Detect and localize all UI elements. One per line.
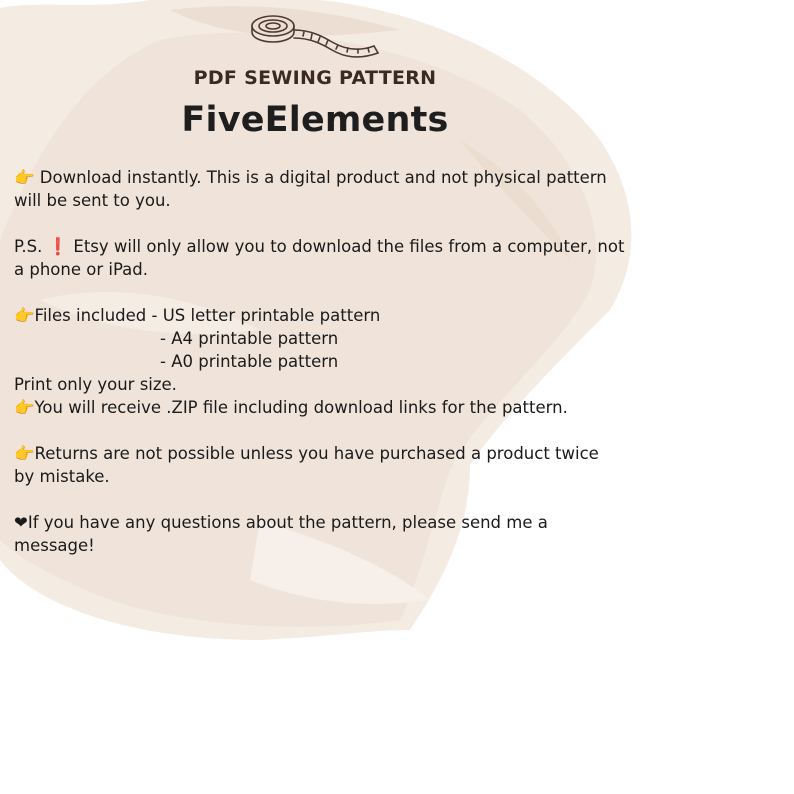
- returns-line: [14, 442, 629, 465]
- measuring-tape-icon: [248, 8, 384, 60]
- files-a4-line: - A4 printable pattern: [160, 329, 339, 348]
- returns-text: Returns are not possible unless you have purchased a product twice: [34, 444, 599, 463]
- pattern-title: FiveElements: [181, 100, 449, 140]
- pointing-hand-icon: 👉: [14, 306, 35, 325]
- questions-text: If you have any questions about the pattern, please send me a: [27, 513, 548, 532]
- questions-line-continued: message!: [14, 536, 95, 555]
- ps-text: Etsy will only allow you to download the files from a computer, not: [73, 237, 625, 256]
- product-description: [14, 166, 629, 557]
- zip-line: [14, 396, 629, 419]
- heart-icon: ❤: [14, 513, 28, 532]
- returns-line-continued: by mistake.: [14, 467, 110, 486]
- pointing-hand-icon: 👉: [14, 444, 35, 463]
- questions-line: [14, 511, 629, 534]
- exclamation-icon: ❗: [47, 237, 69, 256]
- download-line-continued: will be sent to you.: [14, 191, 171, 210]
- pattern-type-subtitle: PDF SEWING PATTERN: [193, 67, 437, 89]
- ps-line: [14, 235, 629, 258]
- zip-text: You will receive .ZIP file including download links for the pattern.: [34, 398, 568, 417]
- files-text: Files included - US letter printable pattern: [34, 306, 381, 325]
- ps-line-continued: a phone or iPad.: [14, 260, 148, 279]
- pointing-hand-icon: 👉: [14, 168, 35, 187]
- pointing-hand-icon: 👉: [14, 398, 35, 417]
- print-size-line: Print only your size.: [14, 375, 177, 394]
- spacer: [14, 488, 629, 511]
- ps-prefix: P.S.: [14, 237, 43, 256]
- download-line: [14, 166, 629, 189]
- spacer: [14, 419, 629, 442]
- download-text: Download instantly. This is a digital product and not physical pattern: [39, 168, 607, 187]
- spacer: [14, 212, 629, 235]
- files-line: [14, 304, 629, 327]
- spacer: [14, 281, 629, 304]
- files-a0-line: - A0 printable pattern: [160, 352, 339, 371]
